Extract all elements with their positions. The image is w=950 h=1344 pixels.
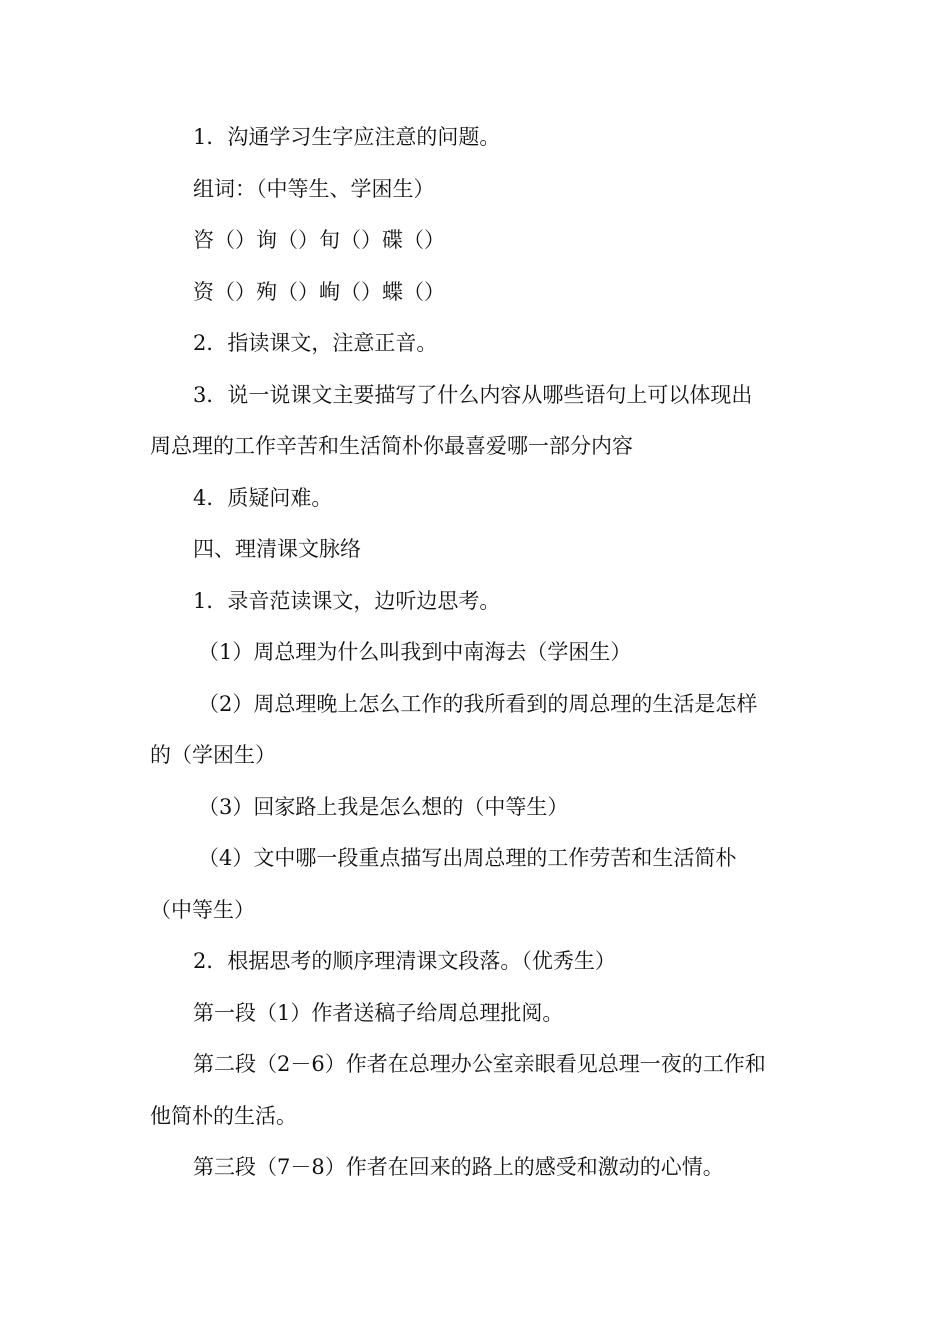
text-line: 1．录音范读课文，边听边思考。 xyxy=(193,588,501,613)
text-line: 的（学困生） xyxy=(150,743,276,767)
text-line: 资（）殉（）峋（）蝶（） xyxy=(193,279,445,304)
text-line: 2．指读课文，注意正音。 xyxy=(193,331,438,355)
document-body xyxy=(150,112,800,1194)
text-line: （1）周总理为什么叫我到中南海去（学困生） xyxy=(198,640,632,664)
text-line: 第一段（1）作者送稿子给周总理批阅。 xyxy=(193,1000,564,1025)
section-heading: 四、理清课文脉络 xyxy=(193,537,361,561)
text-line: （中等生） xyxy=(150,897,255,922)
text-line: （2）周总理晚上怎么工作的我所看到的周总理的生活是怎样 xyxy=(198,691,758,716)
text-line: 周总理的工作辛苦和生活简朴你最喜爱哪一部分内容 xyxy=(150,434,633,458)
text-line: 1．沟通学习生字应注意的问题。 xyxy=(193,125,501,149)
text-line: 组词：（中等生、学困生） xyxy=(193,176,435,201)
text-line: （4）文中哪一段重点描写出周总理的工作劳苦和生活简朴 xyxy=(198,846,737,870)
text-line: 第二段（2－6）作者在总理办公室亲眼看见总理一夜的工作和 xyxy=(193,1052,766,1076)
text-line: 2．根据思考的顺序理清课文段落。（优秀生） xyxy=(193,949,616,973)
text-line: 咨（）询（）旬（）碟（） xyxy=(193,228,445,252)
text-line: 3．说一说课文主要描写了什么内容从哪些语句上可以体现出 xyxy=(193,382,753,407)
text-line: （3）回家路上我是怎么想的（中等生） xyxy=(198,794,569,819)
text-line: 第三段（7－8）作者在回来的路上的感受和激动的心情。 xyxy=(193,1155,724,1179)
text-line: 4．质疑问难。 xyxy=(193,485,333,510)
text-line: 他简朴的生活。 xyxy=(150,1103,297,1128)
